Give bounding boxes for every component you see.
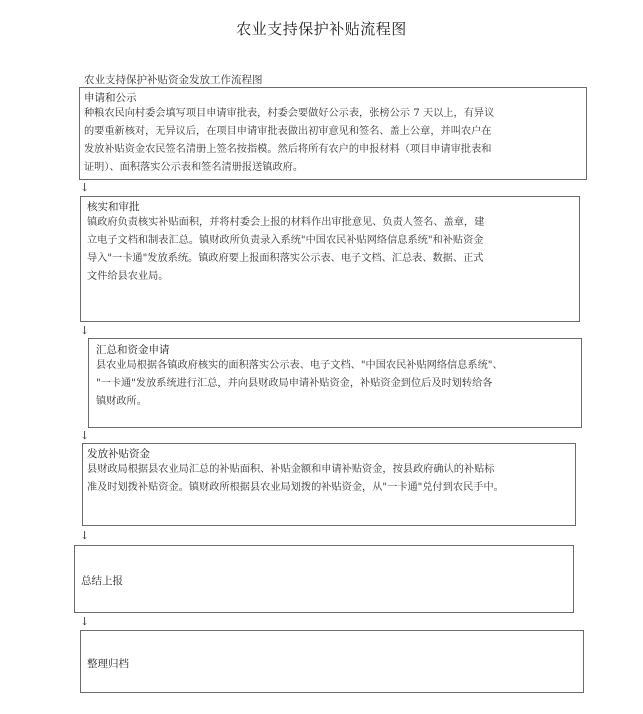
down-arrow-icon: ↓ [80,181,90,194]
step-heading: 总结上报 [81,575,123,587]
down-arrow-icon: ↓ [80,615,90,628]
step-description: 县农业局根据各镇政府核实的面积落实公示表、电子文档、"中国农民补贴网络信息系统"、 "一卡通"发放系统进行汇总，并向县财政局申请补贴资金，补贴资金到位后及时划转给各 镇财政所。 [96,360,503,407]
flow-step-verification-approval [80,196,580,322]
flow-step-subsidy-disbursement [82,443,576,526]
step-description: 县财政局根据县农业局汇总的补贴面积、补贴金额和申请补贴资金，按县政府确认的补贴标 准及时划拨补贴资金。镇财政所根据县农业局划拨的补贴资金，从"一卡通"兑付到农民手中。 [87,464,504,493]
flow-step-archive [80,630,584,693]
down-arrow-icon: ↓ [80,429,90,442]
step-description: 镇政府负责核实补贴面积，并将村委会上报的材料作出审批意见、负责人签名、盖章，建 立电子文档和制表汇总。镇财政所负责录入系统"中国农民补贴网络信息系统"和补贴资金 导入"一卡通"发放系统。镇政府要上报面积落实公示表、电子文档、汇总表、数据、正式 文件给县农业局。 [87,217,485,282]
down-arrow-icon: ↓ [80,324,90,337]
step-heading: 核实和审批 [87,201,140,213]
page-title: 农业支持保护补贴流程图 [236,20,407,38]
flow-step-summary-report [74,545,574,613]
down-arrow-icon: ↓ [80,529,90,542]
flow-step-application-publicity [79,87,587,180]
step-heading: 整理归档 [87,658,129,670]
step-heading: 汇总和资金申请 [96,344,170,356]
step-description: 种粮农民向村委会填写项目申请审批表，村委会要做好公示表，张榜公示 7 天以上，有异议 的要重新核对，无异议后，在项目申请审批表做出初审意见和签名、盖上公章，并叫农户在 发放补贴资金农民签名清册上签名按指模。然后将所有农户的申报材料（项目申请审批表和 证明）、面积落实公示表和签名清册报送镇政府。 [84,108,495,173]
flowchart-subtitle: 农业支持保护补贴资金发放工作流程图 [84,74,263,86]
step-heading: 发放补贴资金 [87,448,150,460]
flow-step-summary-fund-request [88,338,582,428]
step-heading: 申请和公示 [84,92,137,104]
